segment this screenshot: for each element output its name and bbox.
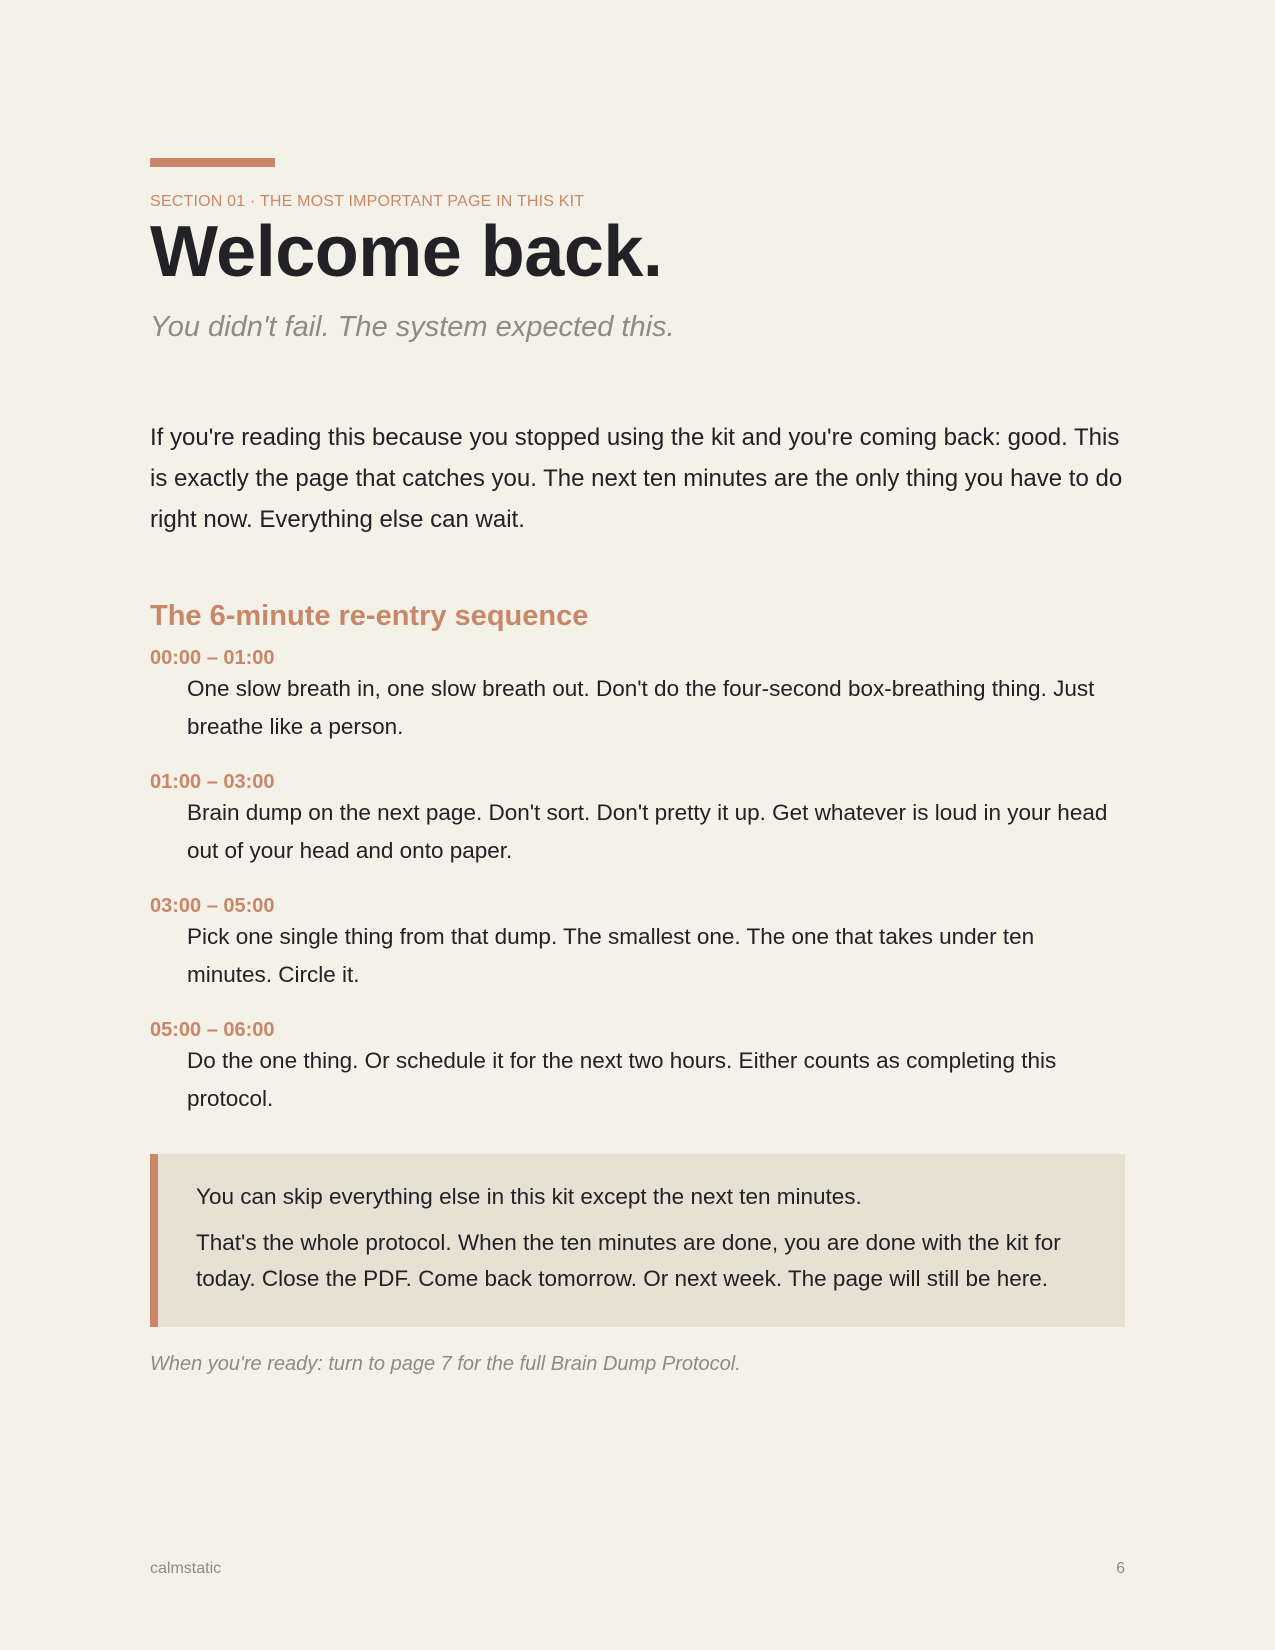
step-item: [150, 770, 1125, 870]
step-text: Pick one single thing from that dump. The smallest one. The one that takes under ten minutes. Circle it.: [187, 924, 1035, 987]
step-item: [150, 1018, 1125, 1118]
section-eyebrow: SECTION 01 · THE MOST IMPORTANT PAGE IN THIS KIT: [150, 193, 585, 210]
step-time: 03:00 – 05:00: [150, 895, 275, 917]
footer-brand: calmstatic: [150, 1560, 222, 1577]
page-title: Welcome back.: [150, 212, 663, 292]
sequence-steps: [150, 646, 1125, 1118]
next-page-note: When you're ready: turn to page 7 for the full Brain Dump Protocol.: [150, 1353, 741, 1375]
callout-lead: You can skip everything else in this kit except the next ten minutes.: [196, 1184, 862, 1209]
callout-body: That's the whole protocol. When the ten minutes are done, you are done with the kit for today. Close the PDF. Come back tomorrow. Or next week. The page will still be here.: [196, 1230, 1061, 1291]
step-item: [150, 646, 1125, 746]
accent-bar: [150, 158, 275, 167]
intro-paragraph: If you're reading this because you stopped using the kit and you're coming back: good. This is exactly the page that catches you. The next ten minutes are the only thing you have to do right now. Everything else can wait.: [150, 424, 1123, 533]
callout-box: [150, 1154, 1125, 1327]
page-number: 6: [1116, 1560, 1125, 1577]
step-time: 01:00 – 03:00: [150, 771, 275, 793]
step-time: 00:00 – 01:00: [150, 647, 275, 669]
step-text: One slow breath in, one slow breath out. Don't do the four-second box-breathing thing. Just breathe like a person.: [187, 676, 1095, 739]
step-item: [150, 894, 1125, 994]
step-text: Do the one thing. Or schedule it for the next two hours. Either counts as completing this protocol.: [187, 1048, 1057, 1111]
step-text: Brain dump on the next page. Don't sort. Don't pretty it up. Get whatever is loud in your head out of your head and onto paper.: [187, 800, 1108, 863]
page-content: [150, 158, 1125, 1377]
sequence-heading: The 6-minute re-entry sequence: [150, 600, 589, 632]
page-footer: [150, 1560, 1125, 1578]
step-time: 05:00 – 06:00: [150, 1019, 275, 1041]
page-subtitle: You didn't fail. The system expected this.: [150, 311, 675, 343]
